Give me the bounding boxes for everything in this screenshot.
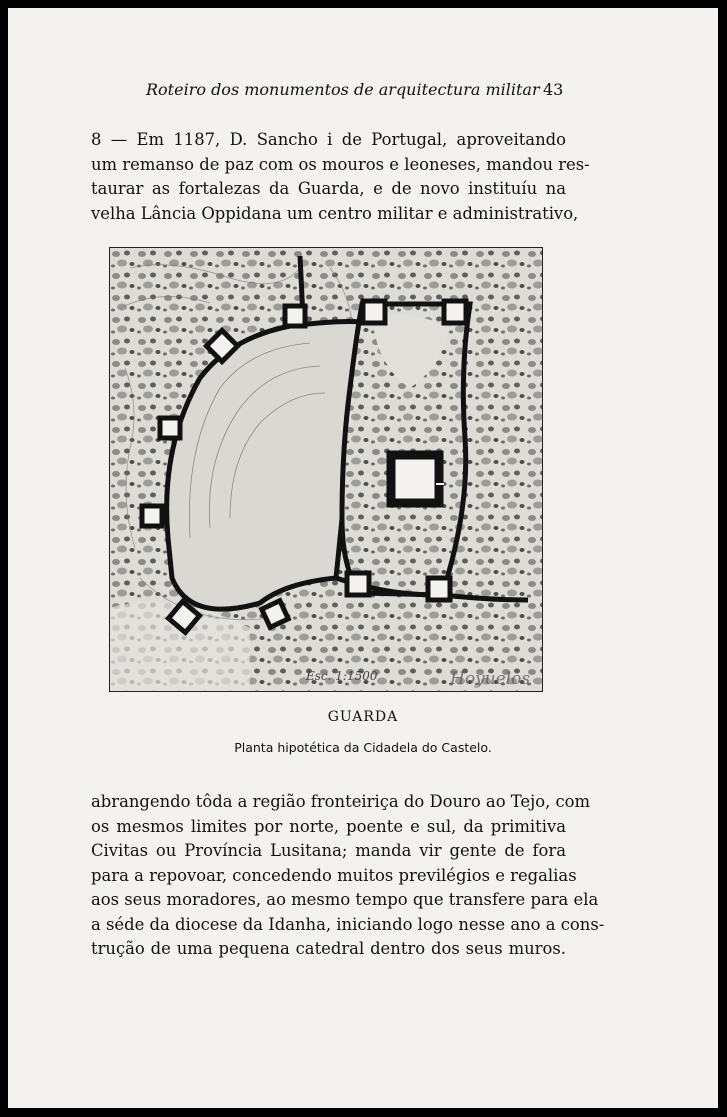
text-line: velha Lância Oppidana um centro militar e administrativo, (91, 203, 579, 223)
text-line: a séde da diocese da Idanha, iniciando logo nesse ano a cons- (91, 914, 605, 934)
book-page (8, 8, 718, 1108)
text-line: um remanso de paz com os mouros e leoneses, mandou res- (91, 154, 590, 174)
running-header-title: Roteiro dos monumentos de arquitectura militar (146, 80, 540, 99)
text-line: taurar as fortalezas da Guarda, e de novo instituíu na (91, 179, 566, 198)
text-line: abrangendo tôda a região fronteiriça do Douro ao Tejo, com (91, 792, 591, 811)
paragraph-top (91, 128, 590, 226)
signature-label: Hoyuelos (450, 669, 531, 689)
text-line: os mesmos limites por norte, poente e sul, da primitiva (91, 816, 566, 836)
citadel-plan-figure (109, 247, 543, 692)
page-number: 43 (543, 80, 564, 99)
text-line: 8 — Em 1187, D. Sancho i de Portugal, aproveitando (91, 130, 566, 149)
text-line: aos seus moradores, ao mesmo tempo que transfere para ela (91, 890, 599, 909)
text-line: trução de uma pequena catedral dentro dos seus muros. (91, 939, 566, 958)
scale-label: Esc. 1:1500 (306, 669, 378, 683)
citadel-plan-drawing (110, 248, 542, 691)
text-line: para a repovoar, concedendo muitos previlégios e regalias (91, 865, 577, 885)
paragraph-bottom (91, 790, 605, 962)
figure-caption: Planta hipotética da Cidadela do Castelo. (234, 740, 492, 755)
text-line: Civitas ou Província Lusitana; manda vir gente de fora (91, 841, 566, 860)
figure-title: GUARDA (327, 709, 399, 725)
